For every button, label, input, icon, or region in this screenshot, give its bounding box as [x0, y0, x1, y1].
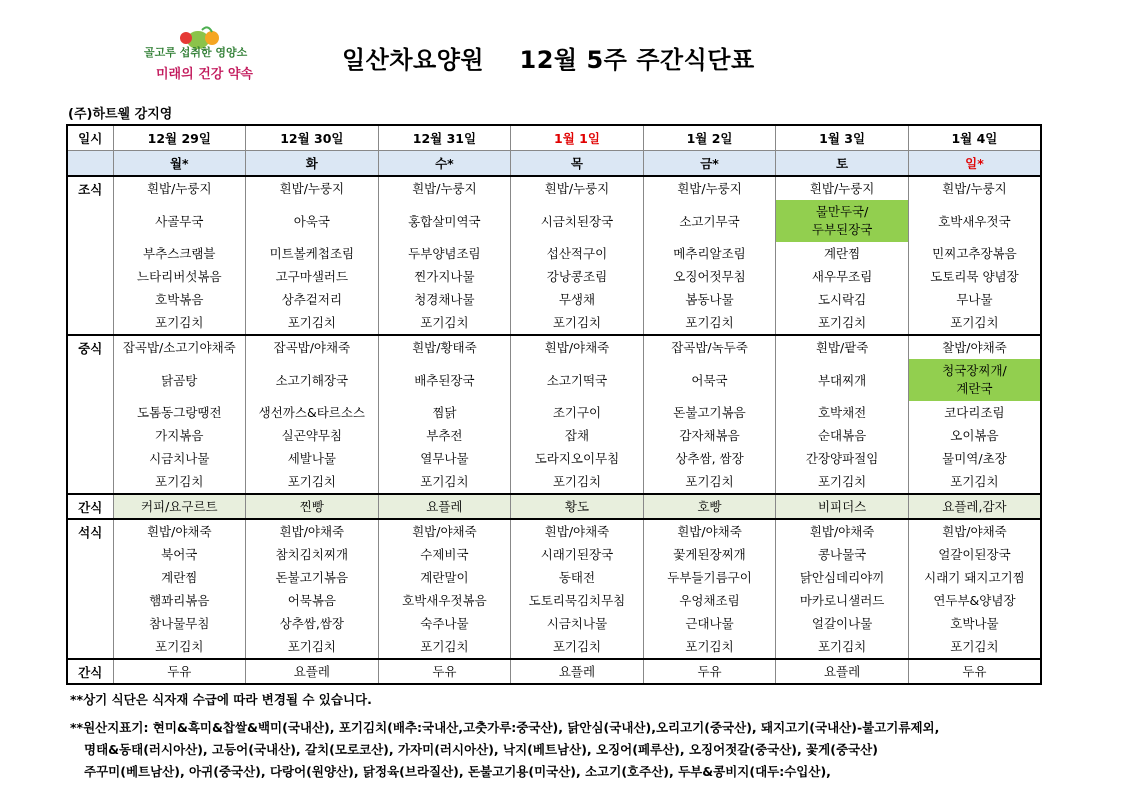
- menu-item: 포기김치: [908, 635, 1041, 659]
- menu-item: 포기김치: [776, 311, 909, 335]
- menu-item: 흰밥/야채죽: [511, 519, 644, 543]
- menu-item: 코다리조림: [908, 401, 1041, 424]
- menu-item: 세발나물: [246, 447, 379, 470]
- menu-item: 청경채나물: [378, 288, 511, 311]
- weekday-header: 금*: [643, 151, 776, 177]
- menu-item: 요플레: [776, 659, 909, 684]
- weekday-header: 토: [776, 151, 909, 177]
- menu-item: 흰밥/야채죽: [511, 335, 644, 359]
- menu-item: 흰밥/야채죽: [643, 519, 776, 543]
- menu-item: 소고기무국: [643, 200, 776, 242]
- menu-item: 어묵볶음: [246, 589, 379, 612]
- menu-item: 도토리묵 양념장: [908, 265, 1041, 288]
- menu-item: 미트볼케첩조림: [246, 242, 379, 265]
- menu-item: 부추스크램블: [113, 242, 246, 265]
- menu-item: 두유: [643, 659, 776, 684]
- meal-label: 간식: [67, 659, 113, 684]
- menu-item: 열무나물: [378, 447, 511, 470]
- menu-item: 잡곡밥/녹두죽: [643, 335, 776, 359]
- menu-item: 두부들기름구이: [643, 566, 776, 589]
- menu-item: 새우무조림: [776, 265, 909, 288]
- menu-item: 봄동나물: [643, 288, 776, 311]
- menu-item: 흰밥/야채죽: [378, 519, 511, 543]
- menu-item: 포기김치: [511, 470, 644, 494]
- menu-item: 포기김치: [378, 311, 511, 335]
- menu-item: 상추쌈,쌈장: [246, 612, 379, 635]
- menu-item: 부추전: [378, 424, 511, 447]
- menu-item: 흰밥/누룽지: [511, 176, 644, 200]
- menu-item: 포기김치: [511, 635, 644, 659]
- menu-item: 어묵국: [643, 359, 776, 401]
- menu-item: 아욱국: [246, 200, 379, 242]
- menu-item: 섭산적구이: [511, 242, 644, 265]
- logo-graphic: [142, 26, 272, 90]
- menu-item: 실곤약무침: [246, 424, 379, 447]
- date-header: 12월 29일: [113, 125, 246, 151]
- date-header: 1월 3일: [776, 125, 909, 151]
- menu-item: 포기김치: [378, 470, 511, 494]
- menu-item: 포기김치: [113, 311, 246, 335]
- menu-item: 느타리버섯볶음: [113, 265, 246, 288]
- menu-item: 흰밥/야채죽: [113, 519, 246, 543]
- menu-item: 돈불고기볶음: [246, 566, 379, 589]
- menu-item: 두유: [113, 659, 246, 684]
- menu-item: 상추쌈, 쌈장: [643, 447, 776, 470]
- menu-item: 흰밥/팥죽: [776, 335, 909, 359]
- menu-item: 고구마샐러드: [246, 265, 379, 288]
- menu-item: 포기김치: [776, 470, 909, 494]
- weekday-corner: [67, 151, 113, 177]
- menu-item: 포기김치: [246, 635, 379, 659]
- menu-item: 호박채전: [776, 401, 909, 424]
- menu-item: 시금치나물: [113, 447, 246, 470]
- menu-item: 연두부&양념장: [908, 589, 1041, 612]
- logo-line2: 미래의 건강 약속: [156, 67, 253, 82]
- menu-item: 마카로니샐러드: [776, 589, 909, 612]
- weekday-header: 화: [246, 151, 379, 177]
- menu-item: 계란찜: [776, 242, 909, 265]
- menu-item: 무생채: [511, 288, 644, 311]
- menu-item: 무나물: [908, 288, 1041, 311]
- menu-item: 오징어젓무침: [643, 265, 776, 288]
- menu-item: 배추된장국: [378, 359, 511, 401]
- date-header: 1월 1일: [511, 125, 644, 151]
- menu-item: 강낭콩조림: [511, 265, 644, 288]
- weekday-header: 일*: [908, 151, 1041, 177]
- menu-item: 상추겉저리: [246, 288, 379, 311]
- menu-item: 포기김치: [908, 311, 1041, 335]
- menu-item: 찐빵: [246, 494, 379, 519]
- menu-item: 콩나물국: [776, 543, 909, 566]
- menu-item: 커피/요구르트: [113, 494, 246, 519]
- menu-item: 시금치나물: [511, 612, 644, 635]
- menu-item: 물미역/초장: [908, 447, 1041, 470]
- menu-item: 도라지오이무침: [511, 447, 644, 470]
- menu-item: 요플레: [378, 494, 511, 519]
- menu-item: 포기김치: [246, 311, 379, 335]
- menu-item: 잡곡밥/야채죽: [246, 335, 379, 359]
- menu-item: 생선까스&타르소스: [246, 401, 379, 424]
- menu-item: 두유: [908, 659, 1041, 684]
- menu-item: 포기김치: [511, 311, 644, 335]
- menu-item: 닭곰탕: [113, 359, 246, 401]
- menu-item: 우엉채조림: [643, 589, 776, 612]
- menu-item: 포기김치: [378, 635, 511, 659]
- menu-item: 오이볶음: [908, 424, 1041, 447]
- menu-item: 요플레: [511, 659, 644, 684]
- date-header: 1월 2일: [643, 125, 776, 151]
- menu-item: 돈불고기볶음: [643, 401, 776, 424]
- menu-item: 순대볶음: [776, 424, 909, 447]
- origin-note-line3: 주꾸미(베트남산), 아귀(중국산), 다랑어(원양산), 닭정육(브라질산), 돈불고기용(미국산), 소고기(호주산), 두부&콩비지(대두:수입산),: [84, 764, 831, 779]
- menu-item: 부대찌개: [776, 359, 909, 401]
- menu-item: 호박나물: [908, 612, 1041, 635]
- menu-item: 포기김치: [246, 470, 379, 494]
- menu-item: 호박새우젓국: [908, 200, 1041, 242]
- origin-note-line1: **원산지표기: 현미&흑미&찹쌀&백미(국내산), 포기김치(배추:국내산,고춧가루:중국산), 닭안심(국내산),오리고기(중국산), 돼지고기(국내산)-불고기류제외,: [70, 720, 940, 735]
- menu-item: 두유: [378, 659, 511, 684]
- page-title: 일산차요양원 12월 5주 주간식단표: [342, 46, 755, 74]
- menu-item: 포기김치: [776, 635, 909, 659]
- menu-item: 잡채: [511, 424, 644, 447]
- origin-note-line2: 명태&동태(러시아산), 고등어(국내산), 갈치(모로코산), 가자미(러시아산), 낙지(베트남산), 오징어(페루산), 오징어젓갈(중국산), 꽃게(중국산): [84, 742, 878, 757]
- menu-item: 시래기된장국: [511, 543, 644, 566]
- menu-item: 도톰동그랑땡전: [113, 401, 246, 424]
- menu-item: 감자채볶음: [643, 424, 776, 447]
- menu-item: 꽃게된장찌개: [643, 543, 776, 566]
- menu-item: 요플레,감자: [908, 494, 1041, 519]
- menu-item: 비피더스: [776, 494, 909, 519]
- menu-item: 잡곡밥/소고기야채죽: [113, 335, 246, 359]
- meal-label: 조식: [67, 176, 113, 335]
- menu-item: 동태전: [511, 566, 644, 589]
- menu-item: 북어국: [113, 543, 246, 566]
- menu-item: 근대나물: [643, 612, 776, 635]
- change-notice: **상기 식단은 식자재 수급에 따라 변경될 수 있습니다.: [70, 692, 372, 707]
- menu-item: 흰밥/야채죽: [776, 519, 909, 543]
- menu-item: 찐가지나물: [378, 265, 511, 288]
- menu-item: 사골무국: [113, 200, 246, 242]
- menu-item: 포기김치: [908, 470, 1041, 494]
- menu-item: 호박볶음: [113, 288, 246, 311]
- menu-item: 흰밥/누룽지: [643, 176, 776, 200]
- meal-label: 간식: [67, 494, 113, 519]
- menu-item: 흰밥/누룽지: [378, 176, 511, 200]
- menu-item: 수제비국: [378, 543, 511, 566]
- logo-line1: 골고루 섭취한 영양소: [144, 46, 248, 59]
- menu-item: 계란말이: [378, 566, 511, 589]
- menu-item: 찜닭: [378, 401, 511, 424]
- menu-item: 찰밥/야채죽: [908, 335, 1041, 359]
- menu-item: 호빵: [643, 494, 776, 519]
- menu-item: 흰밥/누룽지: [113, 176, 246, 200]
- menu-item: 흰밥/야채죽: [246, 519, 379, 543]
- menu-item: 소고기떡국: [511, 359, 644, 401]
- menu-item: 간장양파절임: [776, 447, 909, 470]
- weekly-menu-table: [66, 124, 1042, 685]
- menu-item: 시금치된장국: [511, 200, 644, 242]
- menu-item: 메추리알조림: [643, 242, 776, 265]
- menu-item: 흰밥/황태죽: [378, 335, 511, 359]
- menu-item: 참나물무침: [113, 612, 246, 635]
- menu-item: 얼갈이나물: [776, 612, 909, 635]
- menu-item: 황도: [511, 494, 644, 519]
- menu-item: 소고기해장국: [246, 359, 379, 401]
- menu-item: 숙주나물: [378, 612, 511, 635]
- meal-label: 중식: [67, 335, 113, 494]
- date-header: 12월 31일: [378, 125, 511, 151]
- menu-item: 포기김치: [643, 635, 776, 659]
- menu-item: 햄꽈리볶음: [113, 589, 246, 612]
- menu-item: 조기구이: [511, 401, 644, 424]
- menu-item: 시래기 돼지고기찜: [908, 566, 1041, 589]
- weekday-header: 목: [511, 151, 644, 177]
- menu-item: 요플레: [246, 659, 379, 684]
- menu-item: 도토리묵김치무침: [511, 589, 644, 612]
- menu-item: 가지볶음: [113, 424, 246, 447]
- date-header: 12월 30일: [246, 125, 379, 151]
- weekday-header: 월*: [113, 151, 246, 177]
- meal-label: 석식: [67, 519, 113, 659]
- menu-item: 흰밥/누룽지: [776, 176, 909, 200]
- menu-item: 두부양념조림: [378, 242, 511, 265]
- menu-item: 호박새우젓볶음: [378, 589, 511, 612]
- menu-item: 포기김치: [643, 311, 776, 335]
- menu-item: 도시락김: [776, 288, 909, 311]
- menu-item: 얼갈이된장국: [908, 543, 1041, 566]
- menu-item: 포기김치: [113, 635, 246, 659]
- menu-item: 물만두국/ 두부된장국: [776, 200, 909, 242]
- menu-item: 계란찜: [113, 566, 246, 589]
- menu-item: 홍합살미역국: [378, 200, 511, 242]
- date-header: 1월 4일: [908, 125, 1041, 151]
- menu-item: 포기김치: [113, 470, 246, 494]
- menu-item: 흰밥/누룽지: [908, 176, 1041, 200]
- menu-item: 흰밥/누룽지: [246, 176, 379, 200]
- weekday-header: 수*: [378, 151, 511, 177]
- menu-item: 흰밥/야채죽: [908, 519, 1041, 543]
- menu-item: 포기김치: [643, 470, 776, 494]
- menu-item: 닭안심데리야끼: [776, 566, 909, 589]
- corner-label: 일시: [67, 125, 113, 151]
- menu-item: 민찌고추장볶음: [908, 242, 1041, 265]
- company-label: (주)하트웰 강지영: [68, 107, 173, 122]
- menu-item: 청국장찌개/ 계란국: [908, 359, 1041, 401]
- menu-item: 참치김치찌개: [246, 543, 379, 566]
